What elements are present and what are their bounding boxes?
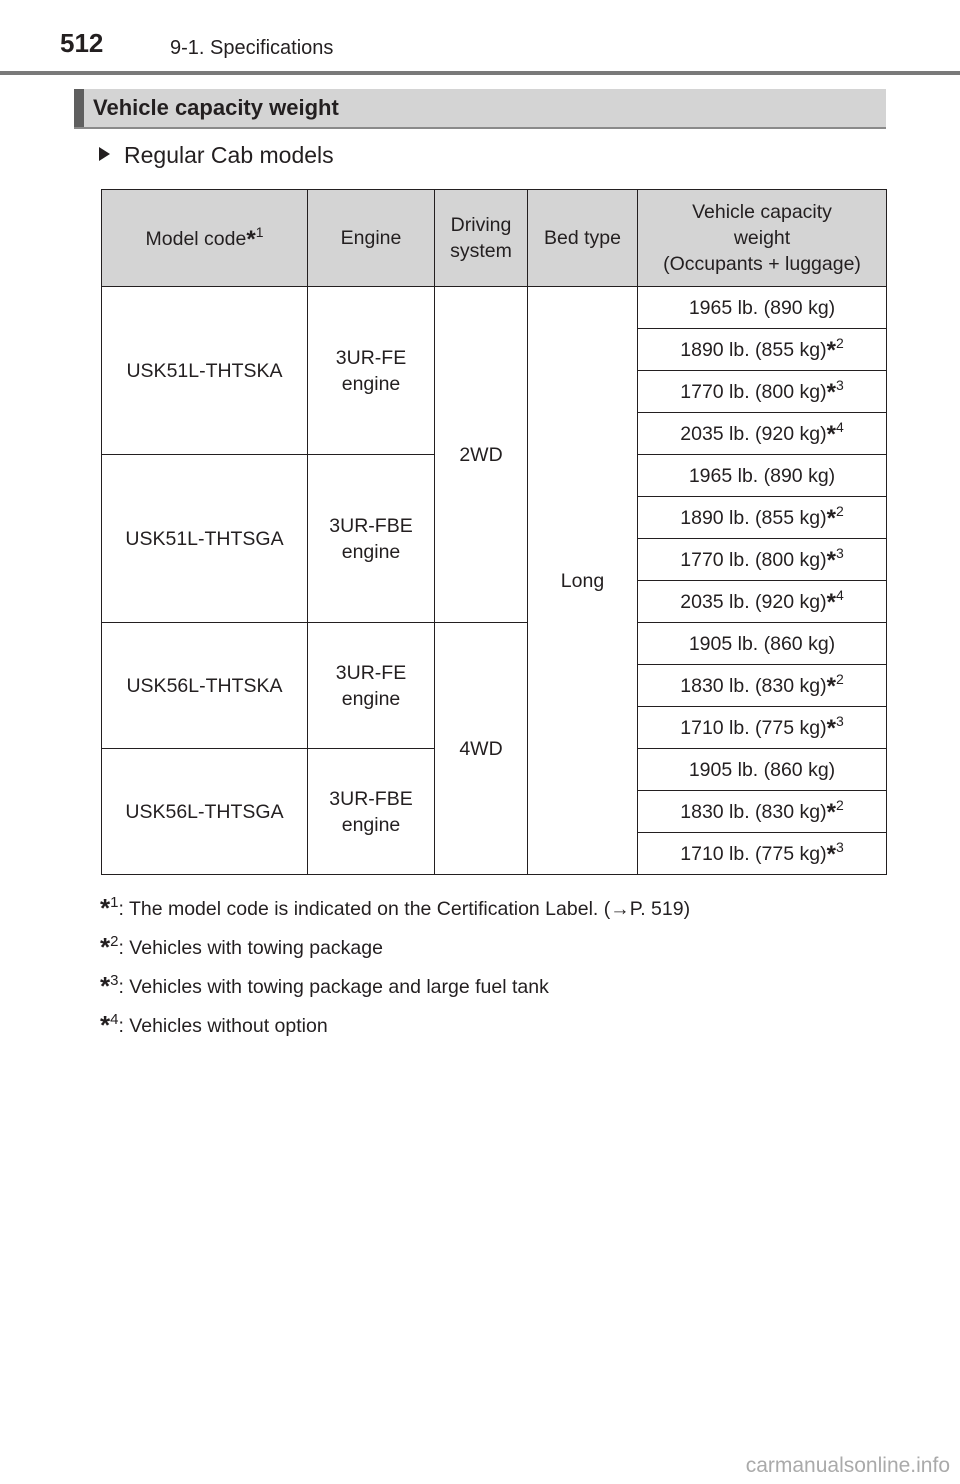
- watermark: carmanualsonline.info: [745, 1454, 950, 1477]
- table-row: [102, 287, 887, 329]
- weight-cell: 1770 lb. (800 kg)*$^3$: [638, 371, 887, 413]
- asterisk-icon: *: [246, 225, 256, 253]
- weight-cell: 1710 lb. (775 kg)*$^3$: [638, 707, 887, 749]
- subheading: [99, 142, 334, 169]
- capacity-weight-table: [101, 189, 887, 875]
- asterisk-icon: *: [826, 547, 836, 574]
- asterisk-icon: *: [826, 841, 836, 868]
- asterisk-icon: *: [826, 505, 836, 532]
- section-heading-tab: [74, 89, 84, 127]
- header-model-code: Model code*$^1$: [102, 190, 308, 287]
- asterisk-icon: *: [826, 589, 836, 616]
- weight-cell: 1890 lb. (855 kg)*$^2$: [638, 497, 887, 539]
- asterisk-icon: *: [826, 673, 836, 700]
- footnotes: [100, 892, 690, 1048]
- page-number: 512: [60, 28, 104, 58]
- model-code-cell: USK56L-THTSKA: [102, 623, 308, 749]
- asterisk-icon: *: [100, 932, 111, 962]
- weight-cell: 2035 lb. (920 kg)*$^4$: [638, 413, 887, 455]
- asterisk-icon: *: [826, 421, 836, 448]
- footnote: *$^2$: Vehicles with towing package: [100, 932, 383, 962]
- header-engine: Engine: [308, 190, 435, 287]
- bed-type-cell: Long: [528, 287, 638, 875]
- footnote: *$^4$: Vehicles without option: [100, 1010, 328, 1040]
- header-bed-type: Bed type: [528, 190, 638, 287]
- footnote: *$^3$: Vehicles with towing package and large fuel tank: [100, 971, 549, 1001]
- asterisk-icon: *: [100, 893, 111, 923]
- weight-cell: 2035 lb. (920 kg)*$^4$: [638, 581, 887, 623]
- asterisk-icon: *: [826, 337, 836, 364]
- engine-cell: 3UR-FE engine: [308, 623, 435, 749]
- model-code-cell: USK56L-THTSGA: [102, 749, 308, 875]
- model-code-cell: USK51L-THTSGA: [102, 455, 308, 623]
- weight-cell: 1830 lb. (830 kg)*$^2$: [638, 665, 887, 707]
- weight-cell: 1830 lb. (830 kg)*$^2$: [638, 791, 887, 833]
- table-header-row: [102, 190, 887, 287]
- weight-cell: 1965 lb. (890 kg): [638, 287, 887, 329]
- weight-cell: 1905 lb. (860 kg): [638, 749, 887, 791]
- header-driving-system: Driving system: [435, 190, 528, 287]
- driving-system-cell: 2WD: [435, 287, 528, 623]
- triangle-bullet-icon: [99, 147, 110, 161]
- asterisk-icon: *: [826, 799, 836, 826]
- asterisk-icon: *: [100, 971, 111, 1001]
- chapter-title: 9-1. Specifications: [170, 37, 334, 59]
- engine-cell: 3UR-FE engine: [308, 287, 435, 455]
- subheading-text: Regular Cab models: [124, 142, 334, 168]
- asterisk-icon: *: [826, 715, 836, 742]
- model-code-cell: USK51L-THTSKA: [102, 287, 308, 455]
- footnote: *$^1$: The model code is indicated on the Certification Label. (→P. 519): [100, 893, 691, 923]
- weight-cell: 1905 lb. (860 kg): [638, 623, 887, 665]
- section-heading-bar: [74, 89, 886, 129]
- section-title: Vehicle capacity weight: [93, 95, 339, 120]
- weight-cell: 1890 lb. (855 kg)*$^2$: [638, 329, 887, 371]
- asterisk-icon: *: [826, 379, 836, 406]
- engine-cell: 3UR-FBE engine: [308, 455, 435, 623]
- header-divider: [0, 71, 960, 75]
- driving-system-cell: 4WD: [435, 623, 528, 875]
- asterisk-icon: *: [100, 1010, 111, 1040]
- header-capacity-weight: Vehicle capacity weight (Occupants + luggage): [638, 190, 887, 287]
- table-row: [102, 623, 887, 665]
- engine-cell: 3UR-FBE engine: [308, 749, 435, 875]
- weight-cell: 1710 lb. (775 kg)*$^3$: [638, 833, 887, 875]
- weight-cell: 1965 lb. (890 kg): [638, 455, 887, 497]
- weight-cell: 1770 lb. (800 kg)*$^3$: [638, 539, 887, 581]
